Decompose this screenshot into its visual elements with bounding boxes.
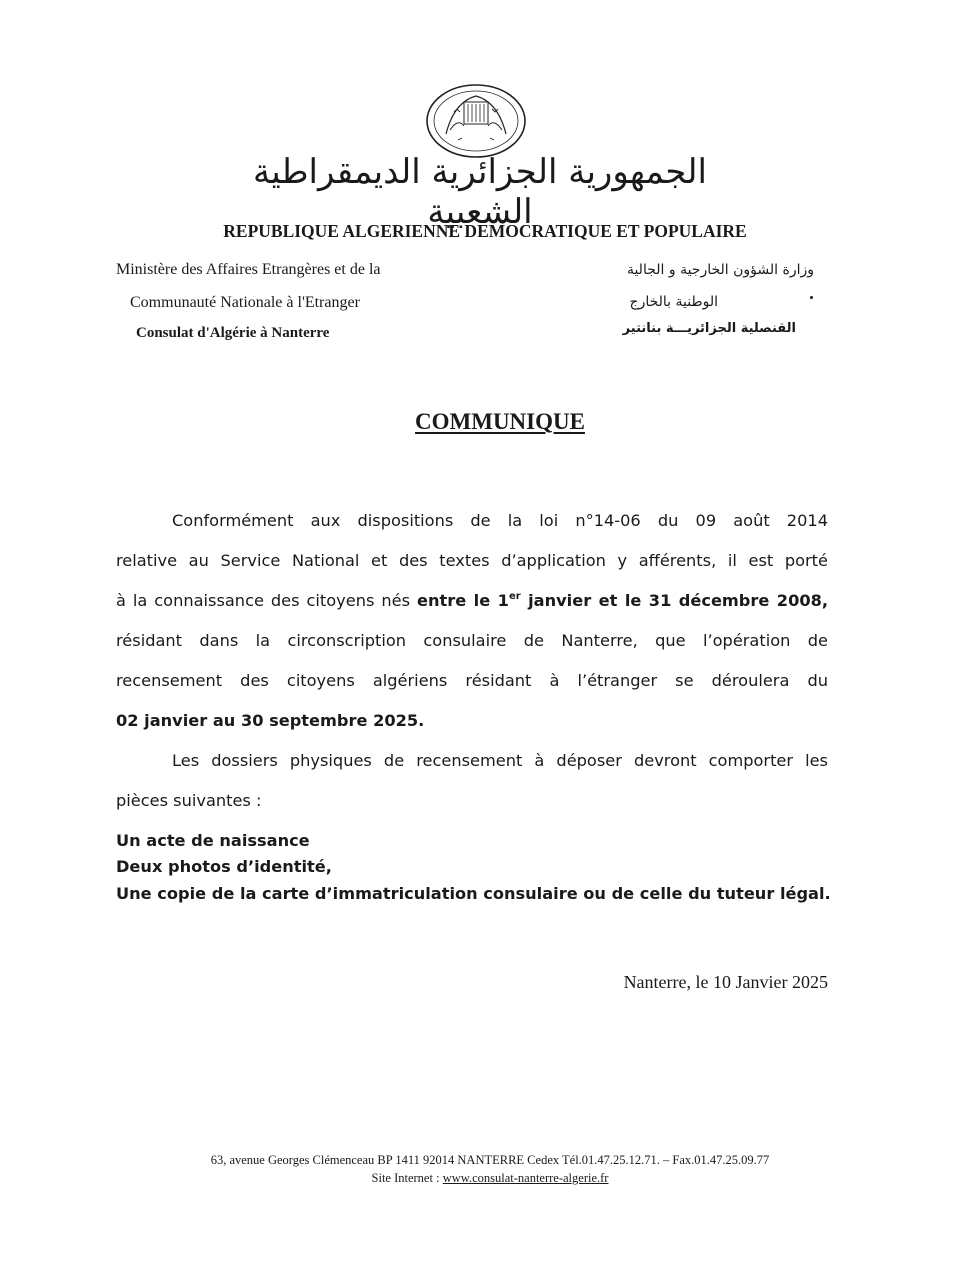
- paragraph-1-line-4: résidant dans la circonscription consulaire de Nanterre, que l’opération de: [116, 631, 828, 650]
- required-document-item: Deux photos d’identité,: [116, 857, 332, 876]
- republic-title: REPUBLIQUE ALGERIENNE DEMOCRATIQUE ET POPULAIRE: [223, 221, 747, 241]
- arabic-republic-title: الجمهورية الجزائرية الديمقراطية الشعبية: [253, 152, 707, 232]
- required-document-item: Une copie de la carte d’immatriculation consulaire ou de celle du tuteur légal.: [116, 884, 831, 903]
- paragraph-1-line-1: Conformément aux dispositions de la loi n°14-06 du 09 août 2014: [172, 511, 828, 530]
- ministry-arabic-line-1: وزارة الشؤون الخارجية و الجالية: [626, 262, 814, 278]
- paragraph-1-line-3-text: à la connaissance des citoyens nés: [116, 591, 418, 610]
- paragraph-2-line-2: pièces suivantes :: [116, 791, 262, 810]
- document-title: COMMUNIQUE: [415, 409, 585, 434]
- birth-period-end: janvier et le 31 décembre 2008,: [520, 591, 829, 610]
- paragraph-1-line-2: relative au Service National et des textes d’application y afférents, il est porté: [116, 551, 828, 570]
- paragraph-1-line-3: [116, 591, 828, 610]
- ministry-line-2: Communauté Nationale à l'Etranger: [130, 294, 360, 311]
- consulate-arabic-name: القنصلية الجزائريـــة بنانتير: [622, 321, 796, 336]
- footer-address: 63, avenue Georges Clémenceau BP 1411 92014 NANTERRE Cedex Tél.01.47.25.12.71. – Fax.01.47.25.09.77: [210, 1153, 770, 1167]
- consulate-name: Consulat d'Algérie à Nanterre: [136, 325, 330, 341]
- ordinal-suffix: er: [508, 591, 521, 602]
- census-period: 02 janvier au 30 septembre 2025.: [116, 711, 425, 730]
- footer-website: [80, 1171, 900, 1186]
- algerian-seal-icon: [424, 82, 528, 160]
- website-label: Site Internet :: [371, 1171, 443, 1185]
- website-link[interactable]: www.consulat-nanterre-algerie.fr: [442, 1171, 609, 1185]
- paragraph-2-line-1: Les dossiers physiques de recensement à déposer devront comporter les: [172, 751, 828, 770]
- required-document-item: Un acte de naissance: [116, 831, 310, 850]
- birth-period-start: entre le 1: [417, 591, 509, 610]
- dot-mark: [810, 296, 813, 299]
- paragraph-1-line-5: recensement des citoyens algériens résidant à l’étranger se déroulera du: [116, 671, 828, 690]
- place-and-date: Nanterre, le 10 Janvier 2025: [623, 972, 828, 992]
- ministry-arabic-line-2: الوطنية بالخارج: [629, 294, 718, 310]
- ministry-line-1: Ministère des Affaires Etrangères et de la: [116, 261, 381, 278]
